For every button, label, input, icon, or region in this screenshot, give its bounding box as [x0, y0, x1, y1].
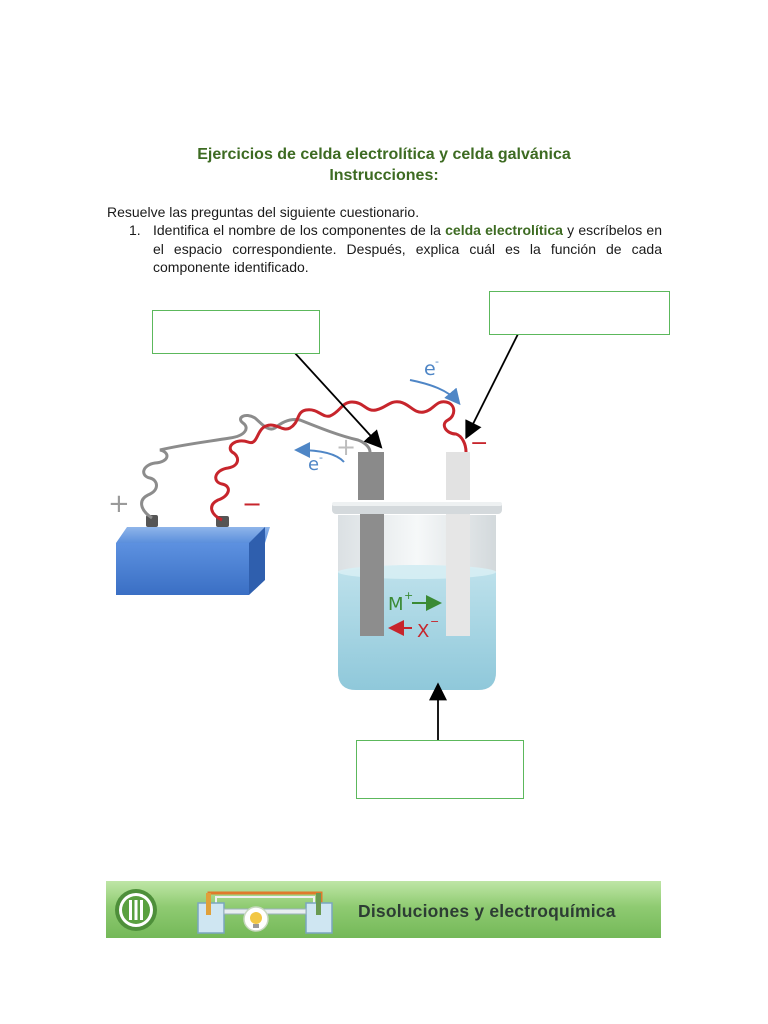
anion-label: X [417, 621, 430, 642]
electron-label-mid: e [308, 454, 320, 475]
unit-badge-icon [115, 889, 157, 931]
battery-negative-label: − [242, 490, 263, 518]
question-text-before: Identifica el nombre de los componentes de la [153, 222, 446, 238]
anode-electrode [360, 514, 384, 636]
cathode-electrode [446, 514, 470, 636]
answer-box-right[interactable] [489, 291, 670, 335]
battery [116, 515, 270, 595]
title-line-1: Ejercicios de celda electrolítica y celda galvánica [197, 146, 571, 163]
electron-label-mid-sup: - [319, 451, 323, 464]
anion-label-sup: − [430, 615, 440, 628]
beaker [332, 502, 502, 690]
answer-box-bottom[interactable] [356, 740, 524, 799]
electron-label-top-sup: - [435, 355, 439, 368]
banner-title: Disoluciones y electroquímica [358, 901, 616, 921]
cation-label-sup: + [404, 589, 414, 602]
electrode-left-plus-label: + [336, 433, 357, 461]
answer-box-left[interactable] [152, 310, 320, 354]
title-line-2: Instrucciones: [329, 167, 439, 184]
electron-label-top: e [424, 358, 436, 380]
intro-text: Resuelve las preguntas del siguiente cuestionario. [107, 204, 420, 220]
question-highlight: celda electrolítica [445, 222, 563, 238]
cation-label: M [388, 594, 404, 615]
pointer-arrow-right [467, 324, 523, 436]
footer-banner [106, 881, 661, 938]
question-number: 1. [129, 222, 141, 238]
battery-positive-label: + [108, 489, 130, 519]
electron-arrow-top [410, 380, 458, 402]
cathode-electrode-top [446, 452, 470, 500]
pointer-arrow-left [294, 352, 380, 446]
electrode-right-minus-label: − [470, 431, 489, 456]
anode-electrode-top [358, 452, 384, 500]
lightbulb-icon [244, 907, 268, 931]
question-text-after: y escríbelos en el espacio correspondiente. Después, explica cuál es la función de cada componente identificado. [153, 222, 662, 275]
